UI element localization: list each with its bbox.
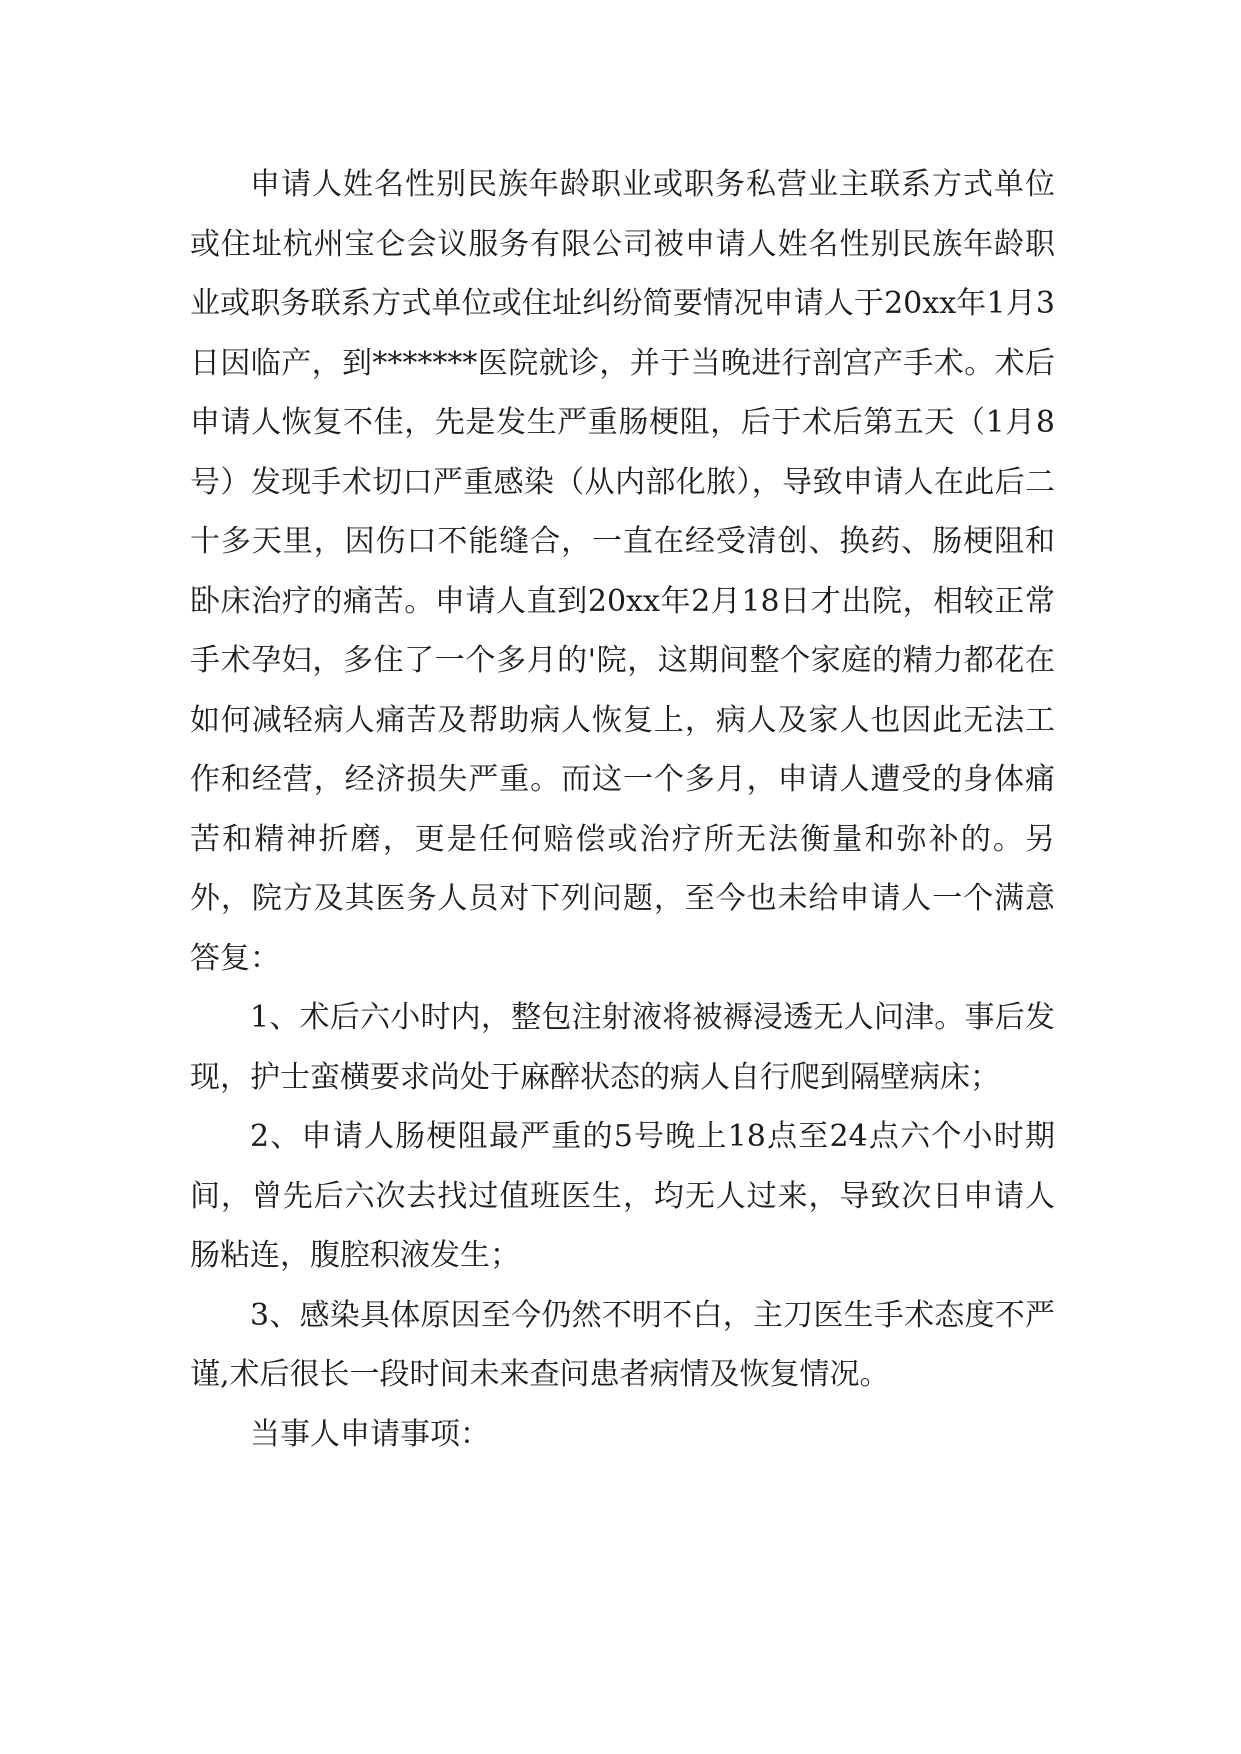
paragraph-issue-1: 1、术后六小时内，整包注射液将被褥浸透无人问津。事后发现，护士蛮横要求尚处于麻醉状态的病人自行爬到隔壁病床； — [190, 1000, 1055, 1095]
paragraph-issue-2: 2、申请人肠梗阻最严重的5号晚上18点至24点六个小时期间，曾先后六次去找过值班医生，均无人过来，导致次日申请人肠粘连，腹腔积液发生； — [190, 1119, 1055, 1273]
paragraph-issue-3: 3、感染具体原因至今仍然不明不白，主刀医生手术态度不严谨,术后很长一段时间未来查问患者病情及恢复情况。 — [190, 1297, 1055, 1392]
document-body — [190, 155, 1055, 1464]
paragraph-case-summary: 申请人姓名性别民族年龄职业或职务私营业主联系方式单位或住址杭州宝仑会议服务有限公司被申请人姓名性别民族年龄职业或职务联系方式单位或住址纠纷简要情况申请人于20xx年1月3日因临产，到*******医院就诊，并于当晚进行剖宫产手术。术后申请人恢复不佳，先是发生严重肠梗阻，后于术后第五天（1月8号）发现手术切口严重感染（从内部化脓），导致申请人在此后二十多天里，因伤口不能缝合，一直在经受清创、换药、肠梗阻和卧床治疗的痛苦。申请人直到20xx年2月18日才出院，相较正常手术孕妇，多住了一个多月的'院，这期间整个家庭的精力都花在如何减轻病人痛苦及帮助病人恢复上，病人及家人也因此无法工作和经营，经济损失严重。而这一个多月，申请人遭受的身体痛苦和精神折磨，更是任何赔偿或治疗所无法衡量和弥补的。另外，院方及其医务人员对下列问题，至今也未给申请人一个满意答复： — [190, 167, 1055, 976]
paragraph-requests-heading: 当事人申请事项： — [250, 1416, 490, 1452]
